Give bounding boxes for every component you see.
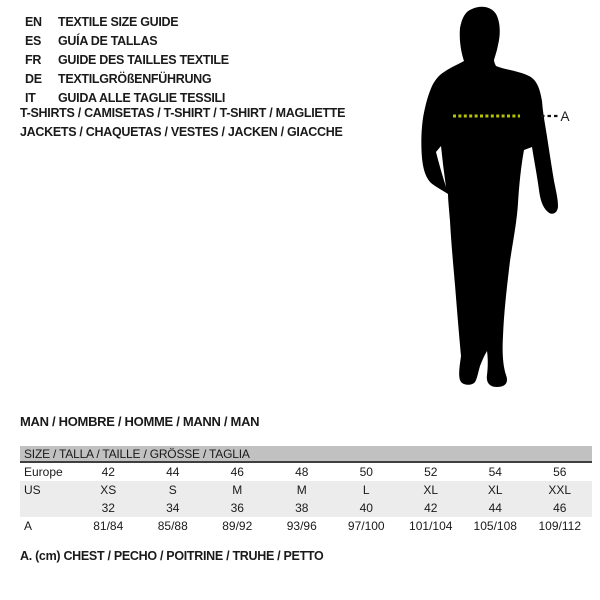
size-cell: 85/88	[157, 519, 188, 533]
size-cell: S	[141, 481, 206, 499]
size-table-header-row	[20, 446, 592, 462]
language-code: IT	[25, 91, 36, 105]
size-cell: 46	[528, 499, 593, 517]
language-row-en	[25, 13, 229, 32]
size-cell: 36	[205, 499, 270, 517]
language-row-es	[25, 32, 229, 51]
size-cell: XXL	[528, 481, 593, 499]
language-label: TEXTILGRÖßENFÜHRUNG	[58, 72, 212, 86]
row-label	[20, 499, 76, 517]
size-cell: XL	[399, 481, 464, 499]
language-label: TEXTILE SIZE GUIDE	[58, 15, 179, 29]
figure-caption: MAN / HOMBRE / HOMME / MANN / MAN	[20, 414, 260, 429]
size-cell: 50	[359, 465, 373, 479]
size-cell: 93/96	[286, 519, 317, 533]
language-row-fr	[25, 51, 229, 70]
size-table-header: SIZE / TALLA / TAILLE / GRÖSSE / TAGLIA	[20, 446, 592, 462]
size-cell: 54	[488, 465, 502, 479]
size-cell: M	[270, 481, 335, 499]
language-label: GUIDE DES TAILLES TEXTILE	[58, 53, 229, 67]
size-cell: M	[205, 481, 270, 499]
garment-line-tshirts: T-SHIRTS / CAMISETAS / T-SHIRT / T-SHIRT / MAGLIETTE	[20, 106, 346, 120]
row-label: US	[20, 481, 76, 499]
size-cell: 97/100	[347, 519, 385, 533]
size-cell: XS	[76, 481, 141, 499]
size-cell: L	[334, 481, 399, 499]
row-label: Europe	[24, 465, 63, 479]
garment-categories	[20, 104, 345, 142]
man-silhouette	[390, 0, 600, 400]
language-label: GUIDA ALLE TAGLIE TESSILI	[58, 91, 226, 105]
language-label: GUÍA DE TALLAS	[58, 34, 158, 48]
table-row-us	[20, 481, 592, 499]
size-cell: 109/112	[538, 519, 581, 533]
language-row-de	[25, 70, 229, 89]
measure-footnote: A. (cm) CHEST / PECHO / POITRINE / TRUHE / PETTO	[20, 549, 324, 563]
size-cell: 34	[141, 499, 206, 517]
row-label: A	[24, 519, 33, 533]
language-code: EN	[25, 15, 42, 29]
size-cell: 105/108	[473, 519, 517, 533]
size-cell: 44	[166, 465, 180, 479]
size-cell: 42	[101, 465, 115, 479]
language-code: ES	[25, 34, 42, 48]
size-table	[20, 446, 592, 535]
table-row-chest-cm	[20, 517, 592, 535]
size-cell: XL	[463, 481, 528, 499]
language-code: FR	[25, 53, 42, 67]
table-row-numeric	[20, 499, 592, 517]
size-cell: 40	[334, 499, 399, 517]
size-cell: 48	[295, 465, 309, 479]
size-cell: 52	[424, 465, 438, 479]
garment-line-jackets: JACKETS / CHAQUETAS / VESTES / JACKEN / GIACCHE	[20, 125, 343, 139]
language-list	[25, 13, 229, 108]
size-cell: 101/104	[409, 519, 453, 533]
size-cell: 42	[399, 499, 464, 517]
measure-label-a: A	[560, 109, 570, 124]
language-code: DE	[25, 72, 42, 86]
size-cell: 56	[553, 465, 567, 479]
size-cell: 38	[270, 499, 335, 517]
size-cell: 89/92	[222, 519, 253, 533]
table-row-europe	[20, 462, 592, 481]
size-cell: 81/84	[93, 519, 124, 533]
size-cell: 44	[463, 499, 528, 517]
size-cell: 46	[230, 465, 244, 479]
size-cell: 32	[76, 499, 141, 517]
man-silhouette-body	[421, 7, 558, 387]
